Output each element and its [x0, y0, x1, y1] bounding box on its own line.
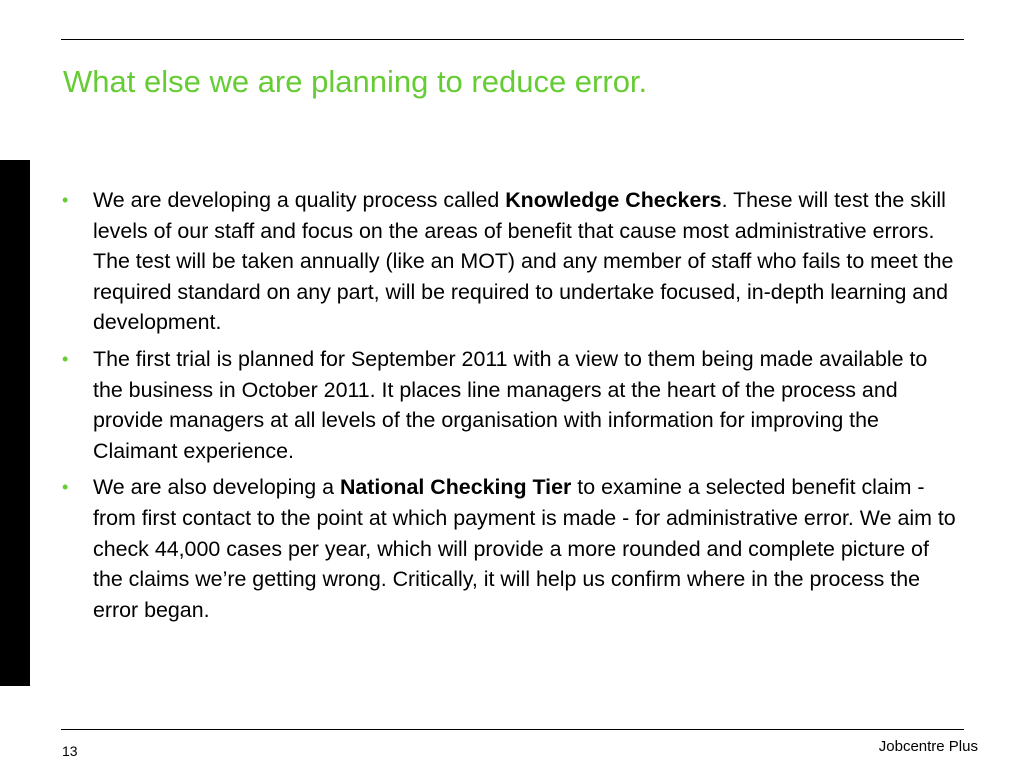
bullet-text: We are developing a quality process called — [93, 188, 506, 212]
bullet-item-national-checking-tier — [62, 472, 962, 625]
bullet-list — [62, 185, 962, 631]
left-side-bar — [0, 160, 30, 686]
bullet-text: The first trial is planned for September 2011 with a view to them being made available to the business in October 2011. It places line managers at the heart of the process and provide managers at all levels of the organisation with information for improving the Claimant experience. — [93, 346, 928, 463]
footer-brand: Jobcentre Plus — [878, 738, 978, 755]
slide-title: What else we are planning to reduce error. — [63, 64, 648, 99]
bullet-item-knowledge-checkers — [62, 185, 962, 338]
top-divider — [61, 39, 964, 40]
bullet-item-first-trial — [62, 344, 962, 466]
bullet-text: We are also developing a — [93, 475, 340, 500]
bullet-bold-term: National Checking Tier — [339, 475, 572, 500]
bullet-bold-term: Knowledge Checkers — [505, 188, 722, 212]
bullet-marker: • — [62, 190, 69, 210]
page-number: 13 — [62, 743, 78, 759]
bullet-text: . These will test the skill levels of our staff and focus on the areas of benefit that cause most administrative errors. The test will be taken annually (like an MOT) and any member of staff who fails to meet the required standard on any part, will be required to undertake focused, in-depth learning and development. — [93, 188, 954, 335]
bottom-divider — [61, 729, 964, 730]
bullet-marker: • — [62, 477, 69, 498]
bullet-marker: • — [62, 348, 69, 369]
bullet-text: to examine a selected benefit claim - from first contact to the point at which payment is made - for administrative error. We aim to check 44,000 cases per year, which will provide a more rounded and complete picture of the claims we’re getting wrong. Critically, it will help us confirm where in the process the error began. — [93, 475, 956, 622]
